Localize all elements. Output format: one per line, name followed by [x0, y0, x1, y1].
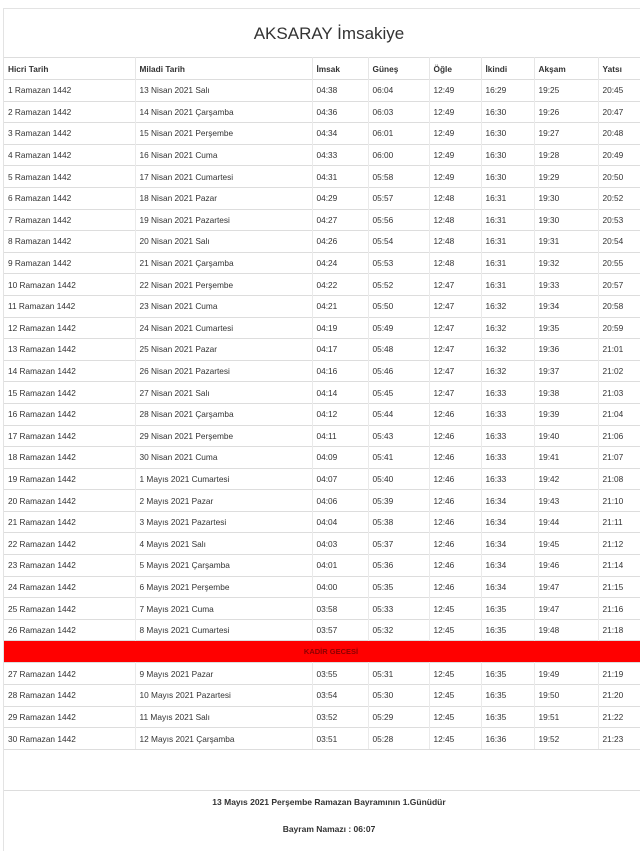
gunes-cell: 05:48	[368, 339, 429, 361]
table-row	[4, 403, 640, 425]
ikindi-cell: 16:33	[481, 468, 534, 490]
hicri-cell: 29 Ramazan 1442	[4, 706, 135, 728]
yatsi-cell: 21:04	[598, 403, 640, 425]
gunes-cell: 05:38	[368, 511, 429, 533]
yatsi-cell: 21:19	[598, 663, 640, 685]
aksam-cell: 19:42	[534, 468, 598, 490]
hicri-cell: 27 Ramazan 1442	[4, 663, 135, 685]
ogle-cell: 12:48	[429, 252, 481, 274]
yatsi-cell: 20:47	[598, 101, 640, 123]
ikindi-cell: 16:35	[481, 598, 534, 620]
header-miladi: Miladi Tarih	[135, 58, 312, 80]
miladi-cell: 13 Nisan 2021 Salı	[135, 80, 312, 102]
miladi-cell: 1 Mayıs 2021 Cumartesi	[135, 468, 312, 490]
ikindi-cell: 16:34	[481, 555, 534, 577]
gunes-cell: 05:57	[368, 187, 429, 209]
hicri-cell: 18 Ramazan 1442	[4, 447, 135, 469]
header-imsak: İmsak	[312, 58, 368, 80]
header-aksam: Akşam	[534, 58, 598, 80]
gunes-cell: 05:53	[368, 252, 429, 274]
yatsi-cell: 20:55	[598, 252, 640, 274]
miladi-cell: 27 Nisan 2021 Salı	[135, 382, 312, 404]
aksam-cell: 19:43	[534, 490, 598, 512]
ogle-cell: 12:49	[429, 123, 481, 145]
miladi-cell: 23 Nisan 2021 Cuma	[135, 295, 312, 317]
imsak-cell: 04:07	[312, 468, 368, 490]
gunes-cell: 05:49	[368, 317, 429, 339]
miladi-cell: 24 Nisan 2021 Cumartesi	[135, 317, 312, 339]
table-row	[4, 706, 640, 728]
kadir-gecesi-row	[4, 641, 640, 663]
ogle-cell: 12:48	[429, 231, 481, 253]
miladi-cell: 10 Mayıs 2021 Pazartesi	[135, 685, 312, 707]
imsak-cell: 04:04	[312, 511, 368, 533]
ogle-cell: 12:46	[429, 447, 481, 469]
miladi-cell: 18 Nisan 2021 Pazar	[135, 187, 312, 209]
aksam-cell: 19:38	[534, 382, 598, 404]
ogle-cell: 12:46	[429, 468, 481, 490]
bayram-info	[4, 790, 640, 851]
table-row	[4, 166, 640, 188]
hicri-cell: 21 Ramazan 1442	[4, 511, 135, 533]
ikindi-cell: 16:33	[481, 425, 534, 447]
miladi-cell: 2 Mayıs 2021 Pazar	[135, 490, 312, 512]
yatsi-cell: 20:45	[598, 80, 640, 102]
yatsi-cell: 21:15	[598, 576, 640, 598]
table-row	[4, 187, 640, 209]
miladi-cell: 7 Mayıs 2021 Cuma	[135, 598, 312, 620]
imsak-cell: 04:19	[312, 317, 368, 339]
ikindi-cell: 16:31	[481, 252, 534, 274]
table-row	[4, 317, 640, 339]
table-row	[4, 231, 640, 253]
ogle-cell: 12:46	[429, 555, 481, 577]
yatsi-cell: 20:49	[598, 144, 640, 166]
yatsi-cell: 20:59	[598, 317, 640, 339]
hicri-cell: 24 Ramazan 1442	[4, 576, 135, 598]
gunes-cell: 05:50	[368, 295, 429, 317]
miladi-cell: 19 Nisan 2021 Pazartesi	[135, 209, 312, 231]
table-row	[4, 123, 640, 145]
hicri-cell: 19 Ramazan 1442	[4, 468, 135, 490]
imsak-cell: 04:16	[312, 360, 368, 382]
hicri-cell: 10 Ramazan 1442	[4, 274, 135, 296]
ogle-cell: 12:48	[429, 209, 481, 231]
gunes-cell: 05:54	[368, 231, 429, 253]
hicri-cell: 22 Ramazan 1442	[4, 533, 135, 555]
table-end-spacer	[4, 749, 640, 770]
yatsi-cell: 21:06	[598, 425, 640, 447]
ikindi-cell: 16:35	[481, 619, 534, 641]
gunes-cell: 05:41	[368, 447, 429, 469]
hicri-cell: 16 Ramazan 1442	[4, 403, 135, 425]
ikindi-cell: 16:31	[481, 231, 534, 253]
table-row	[4, 576, 640, 598]
hicri-cell: 3 Ramazan 1442	[4, 123, 135, 145]
ogle-cell: 12:45	[429, 598, 481, 620]
gunes-cell: 06:03	[368, 101, 429, 123]
gunes-cell: 05:37	[368, 533, 429, 555]
gunes-cell: 06:00	[368, 144, 429, 166]
miladi-cell: 17 Nisan 2021 Cumartesi	[135, 166, 312, 188]
gunes-cell: 05:28	[368, 728, 429, 749]
imsak-cell: 04:33	[312, 144, 368, 166]
hicri-cell: 23 Ramazan 1442	[4, 555, 135, 577]
aksam-cell: 19:26	[534, 101, 598, 123]
yatsi-cell: 21:10	[598, 490, 640, 512]
header-gunes: Güneş	[368, 58, 429, 80]
imsak-cell: 04:03	[312, 533, 368, 555]
ogle-cell: 12:47	[429, 339, 481, 361]
ikindi-cell: 16:36	[481, 728, 534, 749]
miladi-cell: 20 Nisan 2021 Salı	[135, 231, 312, 253]
table-row	[4, 360, 640, 382]
ikindi-cell: 16:30	[481, 144, 534, 166]
ikindi-cell: 16:32	[481, 360, 534, 382]
miladi-cell: 11 Mayıs 2021 Salı	[135, 706, 312, 728]
aksam-cell: 19:51	[534, 706, 598, 728]
aksam-cell: 19:30	[534, 209, 598, 231]
ogle-cell: 12:47	[429, 317, 481, 339]
aksam-cell: 19:33	[534, 274, 598, 296]
imsak-cell: 04:26	[312, 231, 368, 253]
miladi-cell: 5 Mayıs 2021 Çarşamba	[135, 555, 312, 577]
aksam-cell: 19:37	[534, 360, 598, 382]
imsak-cell: 04:27	[312, 209, 368, 231]
imsak-cell: 04:14	[312, 382, 368, 404]
table-row	[4, 274, 640, 296]
hicri-cell: 14 Ramazan 1442	[4, 360, 135, 382]
gunes-cell: 05:40	[368, 468, 429, 490]
imsak-cell: 04:11	[312, 425, 368, 447]
table-row	[4, 339, 640, 361]
table-row	[4, 295, 640, 317]
yatsi-cell: 21:14	[598, 555, 640, 577]
header-hicri: Hicri Tarih	[4, 58, 135, 80]
table-row	[4, 533, 640, 555]
ogle-cell: 12:47	[429, 274, 481, 296]
aksam-cell: 19:45	[534, 533, 598, 555]
imsak-cell: 04:29	[312, 187, 368, 209]
gunes-cell: 05:31	[368, 663, 429, 685]
ikindi-cell: 16:34	[481, 490, 534, 512]
hicri-cell: 5 Ramazan 1442	[4, 166, 135, 188]
imsakiye-panel	[3, 8, 640, 851]
ogle-cell: 12:46	[429, 576, 481, 598]
ogle-cell: 12:45	[429, 685, 481, 707]
imsak-cell: 04:38	[312, 80, 368, 102]
table-row	[4, 490, 640, 512]
ogle-cell: 12:45	[429, 706, 481, 728]
table-row	[4, 447, 640, 469]
yatsi-cell: 20:58	[598, 295, 640, 317]
imsak-cell: 03:52	[312, 706, 368, 728]
aksam-cell: 19:52	[534, 728, 598, 749]
ikindi-cell: 16:34	[481, 511, 534, 533]
aksam-cell: 19:27	[534, 123, 598, 145]
ikindi-cell: 16:31	[481, 187, 534, 209]
imsak-cell: 04:00	[312, 576, 368, 598]
imsak-cell: 04:09	[312, 447, 368, 469]
yatsi-cell: 21:11	[598, 511, 640, 533]
aksam-cell: 19:36	[534, 339, 598, 361]
gunes-cell: 05:39	[368, 490, 429, 512]
aksam-cell: 19:25	[534, 80, 598, 102]
table-row	[4, 209, 640, 231]
yatsi-cell: 21:03	[598, 382, 640, 404]
yatsi-cell: 21:20	[598, 685, 640, 707]
table-row	[4, 144, 640, 166]
gunes-cell: 05:36	[368, 555, 429, 577]
aksam-cell: 19:48	[534, 619, 598, 641]
gunes-cell: 06:01	[368, 123, 429, 145]
yatsi-cell: 21:02	[598, 360, 640, 382]
miladi-cell: 16 Nisan 2021 Cuma	[135, 144, 312, 166]
hicri-cell: 4 Ramazan 1442	[4, 144, 135, 166]
table-row	[4, 252, 640, 274]
aksam-cell: 19:40	[534, 425, 598, 447]
ikindi-cell: 16:29	[481, 80, 534, 102]
ikindi-cell: 16:32	[481, 295, 534, 317]
hicri-cell: 30 Ramazan 1442	[4, 728, 135, 749]
hicri-cell: 13 Ramazan 1442	[4, 339, 135, 361]
ogle-cell: 12:46	[429, 533, 481, 555]
page-title: AKSARAY İmsakiye	[253, 24, 405, 43]
miladi-cell: 26 Nisan 2021 Pazartesi	[135, 360, 312, 382]
ogle-cell: 12:48	[429, 187, 481, 209]
hicri-cell: 25 Ramazan 1442	[4, 598, 135, 620]
imsak-cell: 03:55	[312, 663, 368, 685]
miladi-cell: 4 Mayıs 2021 Salı	[135, 533, 312, 555]
table-row	[4, 619, 640, 641]
table-body	[4, 80, 640, 749]
imsak-cell: 04:22	[312, 274, 368, 296]
ikindi-cell: 16:35	[481, 663, 534, 685]
hicri-cell: 6 Ramazan 1442	[4, 187, 135, 209]
hicri-cell: 20 Ramazan 1442	[4, 490, 135, 512]
table-header-row	[4, 58, 640, 80]
aksam-cell: 19:49	[534, 663, 598, 685]
gunes-cell: 06:04	[368, 80, 429, 102]
yatsi-cell: 21:16	[598, 598, 640, 620]
ikindi-cell: 16:30	[481, 166, 534, 188]
ikindi-cell: 16:32	[481, 317, 534, 339]
yatsi-cell: 21:01	[598, 339, 640, 361]
imsak-cell: 04:06	[312, 490, 368, 512]
ogle-cell: 12:47	[429, 360, 481, 382]
yatsi-cell: 20:48	[598, 123, 640, 145]
ogle-cell: 12:45	[429, 663, 481, 685]
aksam-cell: 19:50	[534, 685, 598, 707]
gunes-cell: 05:30	[368, 685, 429, 707]
ikindi-cell: 16:31	[481, 274, 534, 296]
gunes-cell: 05:58	[368, 166, 429, 188]
aksam-cell: 19:31	[534, 231, 598, 253]
table-row	[4, 555, 640, 577]
ikindi-cell: 16:33	[481, 403, 534, 425]
ikindi-cell: 16:34	[481, 576, 534, 598]
hicri-cell: 11 Ramazan 1442	[4, 295, 135, 317]
imsak-cell: 04:21	[312, 295, 368, 317]
ikindi-cell: 16:31	[481, 209, 534, 231]
miladi-cell: 30 Nisan 2021 Cuma	[135, 447, 312, 469]
header-ikindi: İkindi	[481, 58, 534, 80]
table-row	[4, 511, 640, 533]
imsak-cell: 04:01	[312, 555, 368, 577]
ikindi-cell: 16:35	[481, 706, 534, 728]
yatsi-cell: 20:54	[598, 231, 640, 253]
imsak-cell: 04:31	[312, 166, 368, 188]
yatsi-cell: 21:08	[598, 468, 640, 490]
gunes-cell: 05:44	[368, 403, 429, 425]
miladi-cell: 15 Nisan 2021 Perşembe	[135, 123, 312, 145]
table-row	[4, 382, 640, 404]
gunes-cell: 05:33	[368, 598, 429, 620]
ogle-cell: 12:45	[429, 728, 481, 749]
aksam-cell: 19:34	[534, 295, 598, 317]
aksam-cell: 19:46	[534, 555, 598, 577]
hicri-cell: 12 Ramazan 1442	[4, 317, 135, 339]
ogle-cell: 12:46	[429, 403, 481, 425]
miladi-cell: 9 Mayıs 2021 Pazar	[135, 663, 312, 685]
ogle-cell: 12:49	[429, 166, 481, 188]
table-row	[4, 598, 640, 620]
ogle-cell: 12:47	[429, 295, 481, 317]
miladi-cell: 14 Nisan 2021 Çarşamba	[135, 101, 312, 123]
imsakiye-table	[4, 57, 640, 749]
ogle-cell: 12:47	[429, 382, 481, 404]
ogle-cell: 12:46	[429, 490, 481, 512]
yatsi-cell: 20:50	[598, 166, 640, 188]
imsak-cell: 04:36	[312, 101, 368, 123]
imsak-cell: 03:57	[312, 619, 368, 641]
header-yatsi: Yatsı	[598, 58, 640, 80]
ogle-cell: 12:49	[429, 101, 481, 123]
table-row	[4, 80, 640, 102]
hicri-cell: 8 Ramazan 1442	[4, 231, 135, 253]
miladi-cell: 12 Mayıs 2021 Çarşamba	[135, 728, 312, 749]
gunes-cell: 05:43	[368, 425, 429, 447]
ikindi-cell: 16:30	[481, 101, 534, 123]
header-ogle: Öğle	[429, 58, 481, 80]
imsak-cell: 04:17	[312, 339, 368, 361]
ogle-cell: 12:46	[429, 511, 481, 533]
gunes-cell: 05:32	[368, 619, 429, 641]
imsak-cell: 04:24	[312, 252, 368, 274]
yatsi-cell: 21:22	[598, 706, 640, 728]
hicri-cell: 28 Ramazan 1442	[4, 685, 135, 707]
yatsi-cell: 20:53	[598, 209, 640, 231]
table-row	[4, 425, 640, 447]
yatsi-cell: 21:18	[598, 619, 640, 641]
kadir-gecesi-banner: KADİR GECESİ	[4, 641, 640, 663]
table-row	[4, 685, 640, 707]
aksam-cell: 19:30	[534, 187, 598, 209]
ogle-cell: 12:45	[429, 619, 481, 641]
imsak-cell: 04:12	[312, 403, 368, 425]
miladi-cell: 8 Mayıs 2021 Cumartesi	[135, 619, 312, 641]
gunes-cell: 05:29	[368, 706, 429, 728]
miladi-cell: 28 Nisan 2021 Çarşamba	[135, 403, 312, 425]
hicri-cell: 17 Ramazan 1442	[4, 425, 135, 447]
miladi-cell: 3 Mayıs 2021 Pazartesi	[135, 511, 312, 533]
aksam-cell: 19:32	[534, 252, 598, 274]
aksam-cell: 19:47	[534, 576, 598, 598]
ikindi-cell: 16:33	[481, 447, 534, 469]
yatsi-cell: 21:12	[598, 533, 640, 555]
gunes-cell: 05:46	[368, 360, 429, 382]
yatsi-cell: 21:23	[598, 728, 640, 749]
aksam-cell: 19:35	[534, 317, 598, 339]
yatsi-cell: 20:52	[598, 187, 640, 209]
hicri-cell: 15 Ramazan 1442	[4, 382, 135, 404]
hicri-cell: 7 Ramazan 1442	[4, 209, 135, 231]
hicri-cell: 2 Ramazan 1442	[4, 101, 135, 123]
ogle-cell: 12:46	[429, 425, 481, 447]
imsak-cell: 03:58	[312, 598, 368, 620]
gunes-cell: 05:35	[368, 576, 429, 598]
ikindi-cell: 16:35	[481, 685, 534, 707]
miladi-cell: 21 Nisan 2021 Çarşamba	[135, 252, 312, 274]
table-row	[4, 663, 640, 685]
imsak-cell: 03:51	[312, 728, 368, 749]
miladi-cell: 6 Mayıs 2021 Perşembe	[135, 576, 312, 598]
aksam-cell: 19:47	[534, 598, 598, 620]
miladi-cell: 22 Nisan 2021 Perşembe	[135, 274, 312, 296]
bayram-prayer-text: Bayram Namazı : 06:07	[282, 823, 376, 834]
aksam-cell: 19:28	[534, 144, 598, 166]
gunes-cell: 05:56	[368, 209, 429, 231]
hicri-cell: 26 Ramazan 1442	[4, 619, 135, 641]
bayram-date-text: 13 Mayıs 2021 Perşembe Ramazan Bayramının 1.Günüdür	[212, 796, 446, 807]
ikindi-cell: 16:32	[481, 339, 534, 361]
yatsi-cell: 21:07	[598, 447, 640, 469]
miladi-cell: 29 Nisan 2021 Perşembe	[135, 425, 312, 447]
ikindi-cell: 16:33	[481, 382, 534, 404]
table-row	[4, 728, 640, 749]
ogle-cell: 12:49	[429, 144, 481, 166]
aksam-cell: 19:44	[534, 511, 598, 533]
imsak-cell: 03:54	[312, 685, 368, 707]
table-row	[4, 101, 640, 123]
gunes-cell: 05:45	[368, 382, 429, 404]
imsak-cell: 04:34	[312, 123, 368, 145]
aksam-cell: 19:41	[534, 447, 598, 469]
aksam-cell: 19:29	[534, 166, 598, 188]
gunes-cell: 05:52	[368, 274, 429, 296]
miladi-cell: 25 Nisan 2021 Pazar	[135, 339, 312, 361]
hicri-cell: 9 Ramazan 1442	[4, 252, 135, 274]
hicri-cell: 1 Ramazan 1442	[4, 80, 135, 102]
ikindi-cell: 16:30	[481, 123, 534, 145]
ogle-cell: 12:49	[429, 80, 481, 102]
aksam-cell: 19:39	[534, 403, 598, 425]
yatsi-cell: 20:57	[598, 274, 640, 296]
ikindi-cell: 16:34	[481, 533, 534, 555]
table-row	[4, 468, 640, 490]
